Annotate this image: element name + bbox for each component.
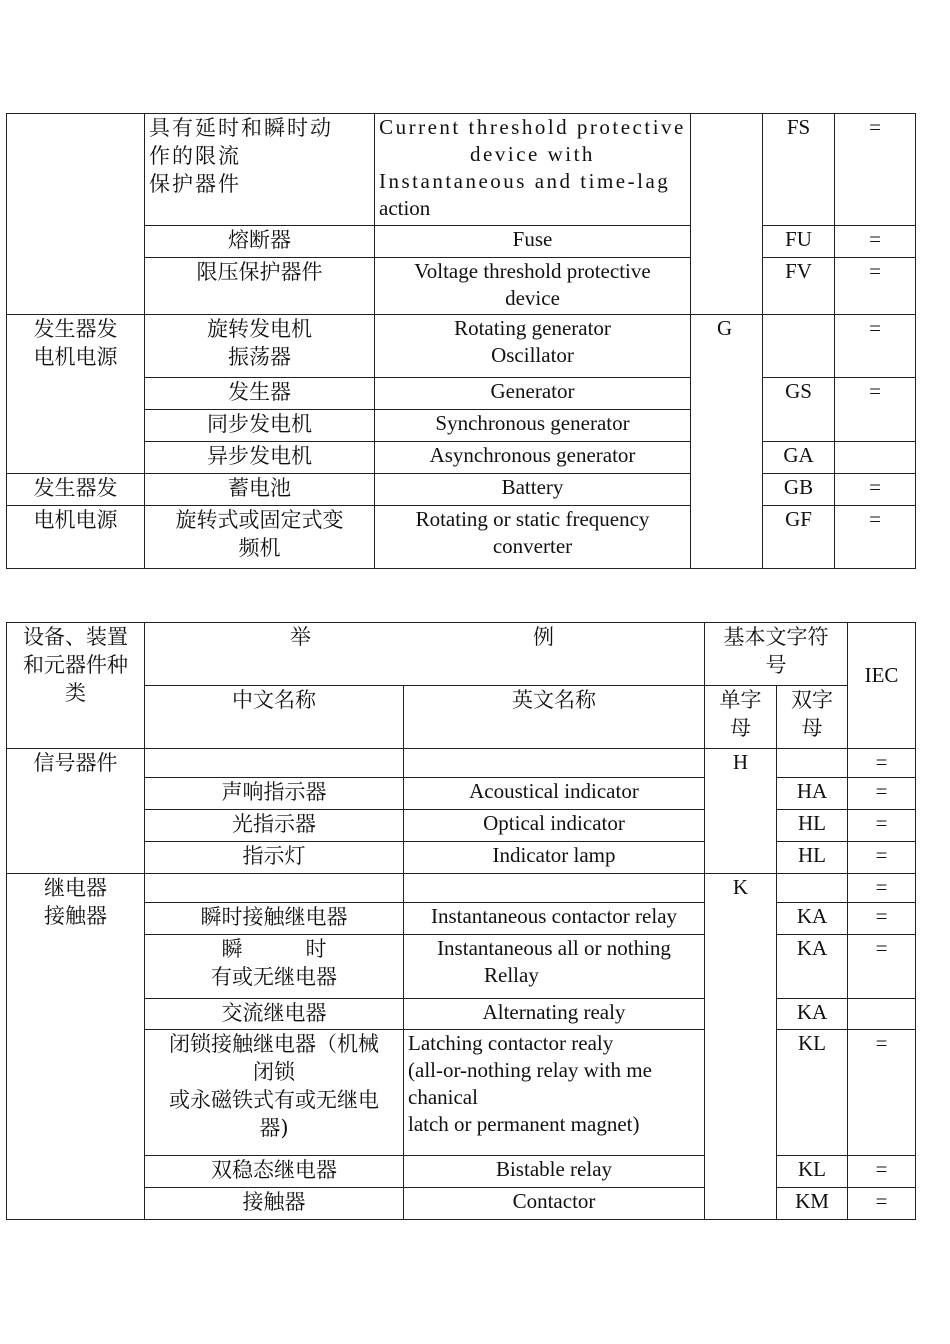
- double-letter-header: 双字 母: [777, 686, 848, 749]
- double-letter-cell: GF: [763, 506, 835, 569]
- double-letter-cell: [763, 315, 835, 378]
- iec-cell: =: [835, 258, 916, 315]
- en-name-header: 英文名称: [404, 686, 705, 749]
- double-letter-cell: FS: [763, 114, 835, 226]
- iec-cell: =: [848, 1030, 916, 1156]
- en-name-cell: Instantaneous all or nothing Rellay: [404, 935, 705, 999]
- en-name-cell: Voltage threshold protective device: [375, 258, 691, 315]
- zh-name-cell: 发生器: [145, 378, 375, 410]
- en-name-cell: Acoustical indicator: [404, 778, 705, 810]
- iec-cell: =: [835, 474, 916, 506]
- en-name-cell: Instantaneous contactor relay: [404, 903, 705, 935]
- zh-name-cell: 声响指示器: [145, 778, 404, 810]
- en-name-cell: Current threshold protective device with Instantaneous and time-lag action: [375, 114, 691, 226]
- single-letter-cell: G: [691, 315, 763, 569]
- zh-name-cell: 蓄电池: [145, 474, 375, 506]
- iec-cell: =: [848, 1188, 916, 1220]
- en-name-cell: Fuse: [375, 226, 691, 258]
- en-name-cell: [404, 874, 705, 903]
- iec-cell: =: [848, 842, 916, 874]
- zh-name-cell: 旋转发电机 振荡器: [145, 315, 375, 378]
- double-letter-cell: GS: [763, 378, 835, 442]
- zh-name-cell: 闭锁接触继电器（机械 闭锁 或永磁铁式有或无继电 器): [145, 1030, 404, 1156]
- en-name-cell: Bistable relay: [404, 1156, 705, 1188]
- zh-name-cell: 异步发电机: [145, 442, 375, 474]
- category-cell: [7, 114, 145, 315]
- iec-cell: =: [835, 226, 916, 258]
- header-row: [7, 623, 916, 686]
- zh-name-cell: 交流继电器: [145, 999, 404, 1030]
- example-header: 举 例: [145, 623, 705, 686]
- double-letter-cell: GA: [763, 442, 835, 474]
- symbol-header: 基本文字符 号: [705, 623, 848, 686]
- iec-cell: =: [848, 749, 916, 778]
- iec-cell: =: [835, 506, 916, 569]
- double-letter-cell: [777, 874, 848, 903]
- iec-cell: =: [835, 378, 916, 442]
- zh-name-cell: 熔断器: [145, 226, 375, 258]
- double-letter-cell: KL: [777, 1030, 848, 1156]
- en-name-cell: Rotating or static frequency converter: [375, 506, 691, 569]
- table-row: [7, 114, 916, 226]
- en-name-cell: Battery: [375, 474, 691, 506]
- single-letter-header: 单字 母: [705, 686, 777, 749]
- zh-name-cell: [145, 749, 404, 778]
- double-letter-cell: FV: [763, 258, 835, 315]
- double-letter-cell: KL: [777, 1156, 848, 1188]
- category-cell: 发生器发: [7, 474, 145, 506]
- category-cell: 继电器 接触器: [7, 874, 145, 1220]
- iec-cell: =: [848, 935, 916, 999]
- double-letter-cell: HL: [777, 810, 848, 842]
- category-cell: 电机电源: [7, 506, 145, 569]
- en-name-cell: Optical indicator: [404, 810, 705, 842]
- en-name-cell: Latching contactor realy (all-or-nothing relay with me chanical latch or permanent magnet): [404, 1030, 705, 1156]
- iec-cell: =: [835, 315, 916, 378]
- iec-cell: =: [848, 1156, 916, 1188]
- iec-cell: =: [848, 810, 916, 842]
- en-name-cell: Synchronous generator: [375, 410, 691, 442]
- zh-name-cell: 旋转式或固定式变 频机: [145, 506, 375, 569]
- double-letter-cell: GB: [763, 474, 835, 506]
- double-letter-cell: FU: [763, 226, 835, 258]
- double-letter-cell: HA: [777, 778, 848, 810]
- symbol-table-1: [6, 113, 916, 569]
- table-row: [7, 874, 916, 903]
- table-row: [7, 315, 916, 378]
- single-letter-cell: H: [705, 749, 777, 874]
- iec-cell: [835, 442, 916, 474]
- iec-cell: =: [848, 874, 916, 903]
- iec-cell: [848, 999, 916, 1030]
- zh-name-cell: 瞬 时 有或无继电器: [145, 935, 404, 999]
- en-name-cell: [404, 749, 705, 778]
- table-row: [7, 749, 916, 778]
- single-letter-cell: K: [705, 874, 777, 1220]
- double-letter-cell: HL: [777, 842, 848, 874]
- iec-cell: =: [835, 114, 916, 226]
- zh-name-header: 中文名称: [145, 686, 404, 749]
- en-name-cell: Generator: [375, 378, 691, 410]
- en-name-cell: Asynchronous generator: [375, 442, 691, 474]
- iec-header: IEC: [848, 623, 916, 749]
- category-header: 设备、装置 和元器件种 类: [7, 623, 145, 749]
- zh-name-cell: 光指示器: [145, 810, 404, 842]
- double-letter-cell: KA: [777, 903, 848, 935]
- double-letter-cell: [777, 749, 848, 778]
- zh-name-cell: 限压保护器件: [145, 258, 375, 315]
- en-name-cell: Rotating generator Oscillator: [375, 315, 691, 378]
- single-letter-cell: [691, 114, 763, 315]
- category-cell: 信号器件: [7, 749, 145, 874]
- zh-name-cell: 双稳态继电器: [145, 1156, 404, 1188]
- table-row: [7, 506, 916, 569]
- double-letter-cell: KA: [777, 999, 848, 1030]
- double-letter-cell: KA: [777, 935, 848, 999]
- symbol-table-2: [6, 622, 916, 1220]
- zh-name-cell: 瞬时接触继电器: [145, 903, 404, 935]
- zh-name-cell: 接触器: [145, 1188, 404, 1220]
- en-name-cell: Indicator lamp: [404, 842, 705, 874]
- zh-name-cell: [145, 874, 404, 903]
- en-name-cell: Contactor: [404, 1188, 705, 1220]
- en-name-cell: Alternating realy: [404, 999, 705, 1030]
- table-row: [7, 474, 916, 506]
- zh-name-cell: 同步发电机: [145, 410, 375, 442]
- zh-name-cell: 具有延时和瞬时动 作的限流 保护器件: [145, 114, 375, 226]
- iec-cell: =: [848, 903, 916, 935]
- zh-name-cell: 指示灯: [145, 842, 404, 874]
- category-cell: 发生器发 电机电源: [7, 315, 145, 474]
- double-letter-cell: KM: [777, 1188, 848, 1220]
- iec-cell: =: [848, 778, 916, 810]
